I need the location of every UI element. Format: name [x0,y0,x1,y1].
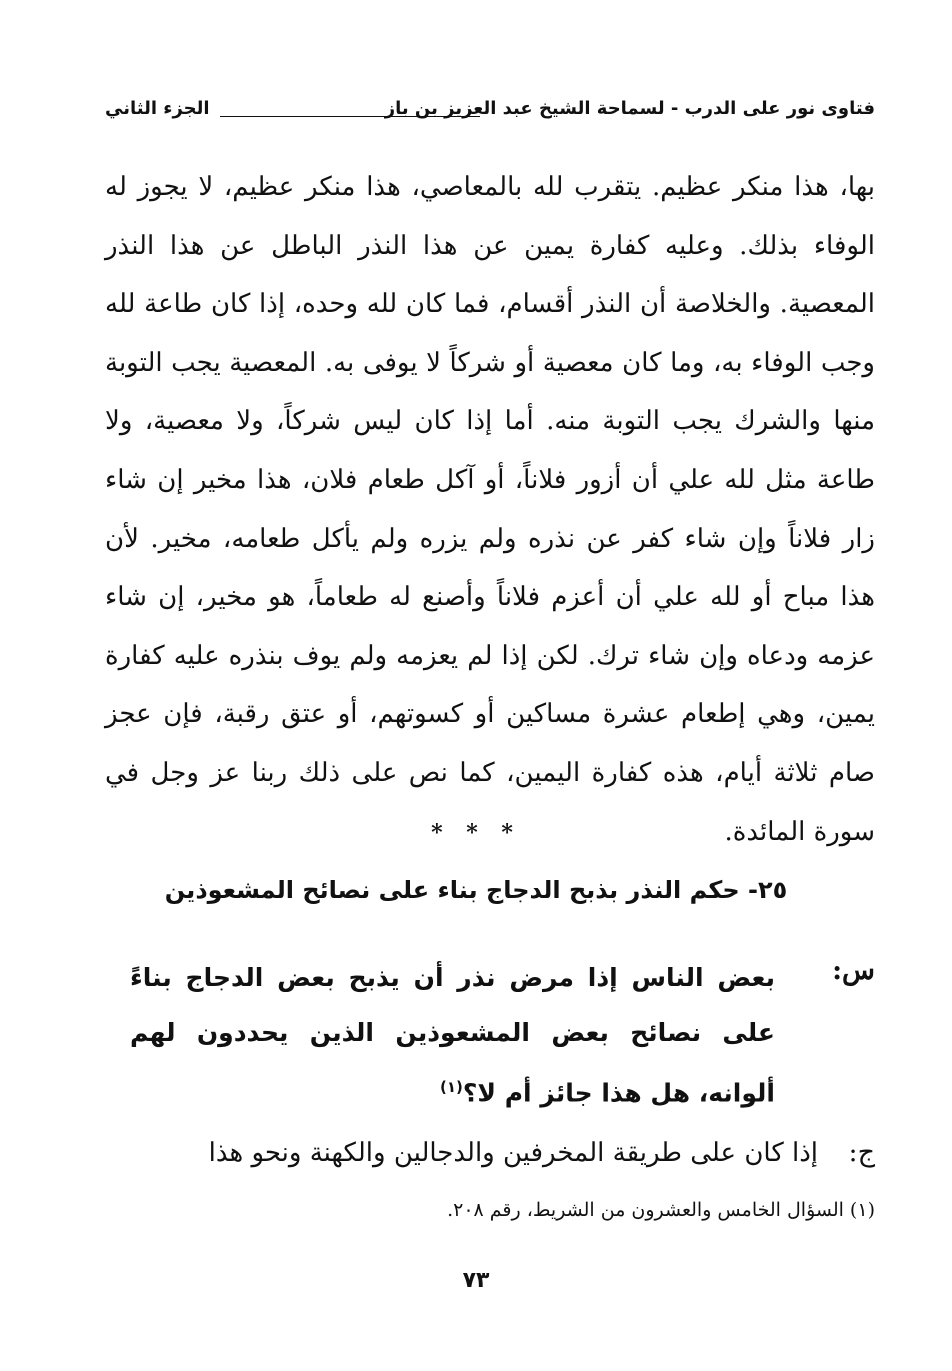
section-title: ٢٥- حكم النذر بذبح الدجاج بناء على نصائح المشعوذين [164,876,788,904]
question-body: بعض الناس إذا مرض نذر أن يذبح بعض الدجاج بناءً على نصائح بعض المشعوذين الذين يحددون لهم ألوانه، هل هذا جائز أم لا؟ [130,963,775,1108]
book-title: فتاوى نور على الدرب - لسماحة الشيخ عبد العزيز بن باز [384,98,875,119]
footnote-reference: (١) [440,1078,463,1096]
footnote: (١) السؤال الخامس والعشرون من الشريط، رقم ٢٠٨. [447,1199,875,1221]
question-text [130,950,775,1120]
volume-part: الجزء الثاني [105,98,210,119]
header-rule [220,116,480,117]
question-label: س: [832,955,875,986]
answer-label: ج: [848,1137,875,1168]
body-paragraph: بها، هذا منكر عظيم. يتقرب لله بالمعاصي، هذا منكر عظيم، لا يجوز له الوفاء بذلك. وعليه كفارة يمين عن هذا النذر الباطل عن هذا النذر المعصية. والخلاصة أن النذر أقسام، فما كان لله وحده، إذا كان طاعة لله وجب الوفاء به، وما كان معصية أو شركاً لا يوفى به. المعصية يجب التوبة منها والشرك يجب التوبة منه. أما إذا كان ليس شركاً، ولا معصية، ولا طاعة مثل لله علي أن أزور فلاناً، أو آكل طعام فلان، هذا مخير إن شاء زار فلاناً وإن شاء كفر عن نذره ولم يزره ولم يأكل طعامه، مخير. لأن هذا مباح أو لله علي أن أعزم فلاناً وأصنع له طعاماً، هو مخير، إن شاء عزمه ودعاه وإن شاء ترك. لكن إذا لم يعزمه ولم يوف بنذره عليه كفارة يمين، وهي إطعام عشرة مساكين أو كسوتهم، أو عتق رقبة، فإن عجز صام ثلاثة أيام، هذه كفارة اليمين، كما نص على ذلك ربنا عز وجل في سورة المائدة. [105,172,875,847]
section-separator: * * * [431,820,521,846]
running-header [105,92,875,132]
answer-text: إذا كان على طريقة المخرفين والدجالين والكهنة ونحو هذا [208,1138,818,1168]
page-number: ٧٣ [462,1268,490,1293]
